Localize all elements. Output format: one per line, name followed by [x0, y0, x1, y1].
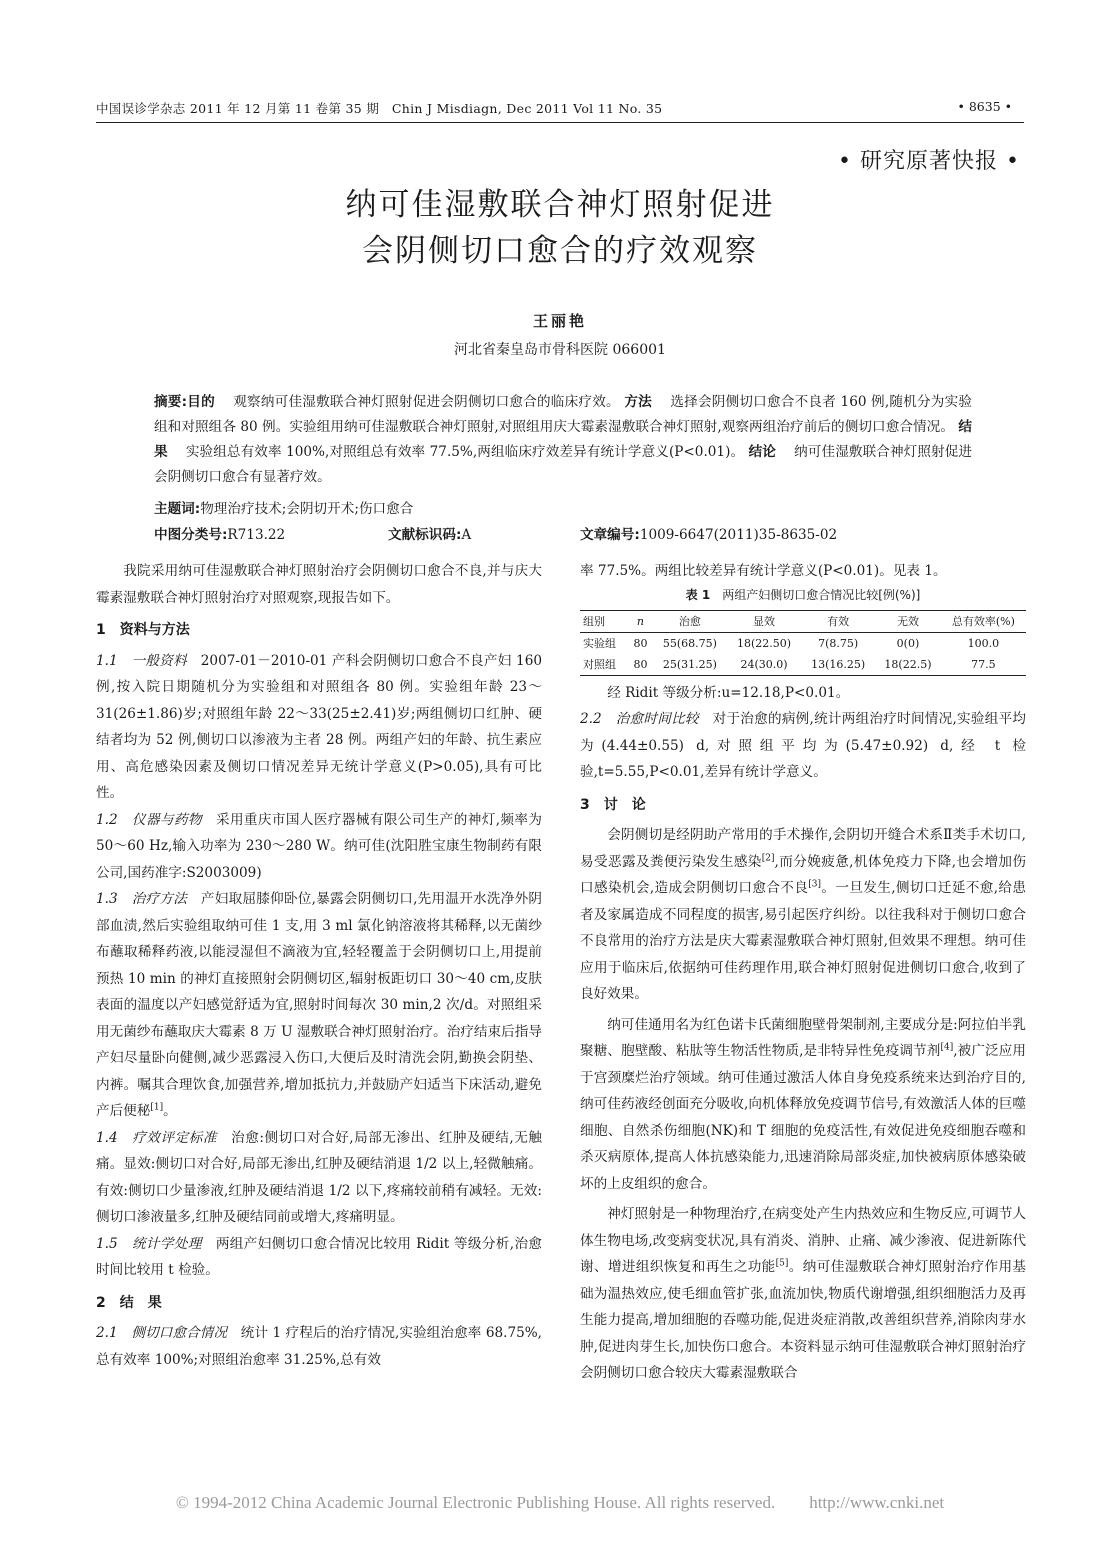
header-rule: [96, 122, 1024, 123]
clc-value: R713.22: [227, 527, 286, 543]
text-2-1: 统计 1 疗程后的治疗情况,实验组治愈率 68.75%,总有效率 100%;对照组治愈率 31.25%,总有效: [96, 1325, 543, 1368]
article-number-label: 文章编号:: [580, 527, 640, 543]
text-3-3b: 。纳可佳湿敷联合神灯照射治疗作用基础为温热效应,使毛细血管扩张,血流加快,物质代谢增强,组织细胞活力及再生能力提高,增加细胞的吞噬功能,促进炎症消散,改善组织营养,消除肉芽水肿,促进肉芽生长,加快伤口愈合。本资料显示纳可佳湿敷联合神灯照射治疗会阴侧切口愈合较庆大霉素湿敷联合: [580, 1259, 1027, 1381]
affiliation: 河北省秦皇岛市骨科医院 066001: [454, 342, 666, 358]
subheading-1-2: 1.2 仪器与药物: [96, 811, 202, 828]
intro-paragraph: 我院采用纳可佳湿敷联合神灯照射治疗会阴侧切口愈合不良,并与庆大霉素湿敷联合神灯照射治疗对照观察,现报告如下。: [96, 563, 542, 606]
subheading-1-5: 1.5 统计学处理: [96, 1235, 202, 1252]
citation-2: [2]: [761, 852, 775, 863]
abstract-purpose-label: 目的: [187, 394, 215, 410]
table-cell: 25(31.25): [662, 657, 717, 671]
abstract-method-label: 方法: [624, 394, 652, 410]
discussion-paragraph-3: [580, 1201, 1026, 1387]
text-1-2: 采用重庆市国人医疗器械有限公司生产的神灯,频率为 50～60 Hz,输入功率为 230～280 W。纳可佳(沈阳胜宝康生物制药有限公司,国药准字:S2003009): [96, 811, 543, 881]
table-cell: 对照组: [583, 657, 616, 671]
abstract-result: 实验组总有效率 100%,对照组总有效率 77.5%,两组临床疗效差异有统计学意义(P<0.01)。: [185, 444, 745, 460]
text-1-4: 治愈:侧切口对合好,局部无渗出、红肿及硬结,无触痛。显效:侧切口对合好,局部无渗出,红肿及硬结消退 1/2 以上,轻微触痛。有效:侧切口少量渗液,红肿及硬结消退 1/2 以下,疼痛较前稍有减轻。无效:侧切口渗液量多,红肿及硬结同前或增大,疼痛明显。: [96, 1129, 542, 1225]
text-1-3-end: 。: [163, 1103, 177, 1119]
abstract-purpose: 观察纳可佳湿敷联合神灯照射促进会阴侧切口愈合的临床疗效。: [233, 394, 620, 410]
section-heading-2: 2 结 果: [96, 1294, 162, 1311]
table-header-cell: 有效: [827, 614, 850, 628]
text-3-1a: 会阴侧切是经阴助产常用的手术操作,会阴切开缝合术系Ⅱ类手术切口,易受恶露及粪便污染发生感染: [580, 827, 1026, 870]
article-number-value: 1009-6647(2011)35-8635-02: [639, 527, 838, 543]
table-header-cell: 无效: [896, 614, 919, 628]
paragraph-2-2: [580, 706, 1026, 786]
table-1-title: 两组产妇侧切口愈合情况比较[例(%)]: [722, 587, 921, 602]
table-1-caption: [580, 587, 1026, 610]
table-cell: 18(22.5): [884, 657, 932, 671]
table-header-cell: n: [636, 614, 644, 628]
text-3-2a: 纳可佳通用名为红色诺卡氏菌细胞壁骨架制剂,主要成分是:阿拉伯半乳聚糖、胞壁酸、粘肽等生物活性物质,是非特异性免疫调节剂: [580, 1016, 1026, 1059]
table-header-cell: 显效: [753, 614, 775, 628]
abstract: [154, 390, 972, 490]
citation-4: [4]: [940, 1042, 954, 1053]
paragraph-1-2: [96, 807, 542, 887]
paragraph-1-1: [96, 648, 542, 807]
abstract-method: 选择会阴侧切口愈合不良者 160 例,随机分为实验组和对照组各 80 例。实验组用纳可佳湿敷联合神灯照射,对照组用庆大霉素湿敷联合神灯照射,观察两组治疗前后的侧切口愈合情况。: [154, 394, 973, 435]
abstract-label: 摘要:: [154, 394, 188, 410]
table-cell: 80: [633, 636, 648, 650]
text-3-1c: 。一旦发生,侧切口迁延不愈,给患者及家属造成不同程度的损害,易引起医疗纠纷。以往我科对于侧切口愈合不良常用的治疗方法是庆大霉素湿敷联合神灯照射,但效果不理想。纳可佳应用于临床后,依据纳可佳药理作用,联合神灯照射促进侧切口愈合,收到了良好效果。: [580, 880, 1026, 1002]
paragraph-2-1: [96, 1320, 542, 1373]
discussion-paragraph-2: [580, 1012, 1026, 1198]
table-cell: 实验组: [583, 636, 616, 650]
keywords: [154, 497, 413, 517]
table-cell: 24(30.0): [740, 657, 788, 671]
ridit-note: 经 Ridit 等级分析:u=12.18,P<0.01。: [607, 684, 850, 701]
section-heading-1: 1 资料与方法: [96, 622, 190, 638]
text-3-1b: ,而分娩疲惫,机体免疫力下降,也会增加伤口感染机会,造成会阴侧切口愈合不良: [580, 853, 1027, 896]
subheading-1-4: 1.4 疗效评定标准: [96, 1129, 218, 1146]
table-row: [580, 654, 1026, 676]
abstract-result-label: 结果: [154, 419, 973, 460]
table-cell: 77.5: [971, 657, 996, 671]
table-row: [580, 632, 1026, 654]
running-header-journal: 中国误诊学杂志 2011 年 12 月第 11 卷第 35 期 Chin J Misdiagn, Dec 2011 Vol 11 No. 35: [96, 101, 663, 116]
paragraph-1-3: [96, 886, 542, 1125]
discussion-paragraph-1: [580, 822, 1026, 1008]
table-header-row: [580, 610, 1026, 632]
paragraph-1-4: [96, 1125, 542, 1231]
paragraph-2-1-continued: 率 77.5%。两组比较差异有统计学意义(P<0.01)。见表 1。: [580, 563, 947, 579]
page-number: • 8635 •: [957, 99, 1012, 114]
body-column-right: [580, 558, 1026, 1387]
text-2-2: 对于治愈的病例,统计两组治疗时间情况,实验组平均为(4.44±0.55) d,对照组平均为(5.47±0.92) d,经 t 检验,t=5.55,P<0.01,差异有统计学意义。: [580, 711, 1027, 780]
article-title: [0, 182, 1120, 274]
clc-label: 中图分类号:: [154, 527, 228, 543]
article-title-line2: 会阴侧切口愈合的疗效观察: [362, 233, 758, 269]
table-header-cell: 组别: [583, 614, 605, 628]
text-3-2b: ,被广泛应用于宫颈糜烂治疗领域。纳可佳通过激活人体自身免疫系统来达到治疗目的,纳可佳药液经创面充分吸收,向机体释放免疫调节信号,有效激活人体的巨噬细胞、自然杀伤细胞(NK)和 T 细胞的免疫活性,有效促进免疫细胞吞噬和杀灭病原体,提高人体抗感染能力,迅速消除局部炎症,加快被病原体感染破坏的上皮组织的愈合。: [580, 1043, 1026, 1192]
table-cell: 7(8.75): [818, 636, 859, 650]
table-cell: 100.0: [967, 636, 1000, 650]
text-1-1: 2007-01－2010-01 产科会阴侧切口愈合不良产妇 160 例,按入院日期随机分为实验组和对照组各 80 例。实验组年龄 23～31(26±1.86)岁;对照组年龄 22～33(25±2.41)岁;两组侧切口红肿、硬结者均为 52 例,侧切口以渗液为主者 28 例。两组产妇的年龄、抗生素应用、高危感染因素及侧切口情况差异无统计学意义(P>0.05),具有可比性。: [96, 652, 543, 801]
article-title-line1: 纳可佳湿敷联合神灯照射促进: [345, 187, 775, 223]
article-number: [580, 523, 837, 543]
author: 王丽艳: [532, 312, 587, 330]
abstract-conclusion: 纳可佳湿敷联合神灯照射促进会阴侧切口愈合有显著疗效。: [154, 444, 973, 485]
table-cell: 13(16.25): [811, 657, 866, 671]
clc-number: [154, 523, 285, 543]
body-column-left: [96, 558, 542, 1373]
table-cell: 80: [633, 657, 648, 671]
doc-code-label: 文献标识码:: [388, 527, 462, 543]
table-cell: 18(22.50): [736, 636, 792, 650]
citation-5: [5]: [775, 1258, 789, 1269]
section-heading-3: 3 讨 论: [580, 796, 646, 813]
table-cell: 0(0): [896, 636, 920, 650]
document-code: [388, 523, 471, 543]
text-1-5: 两组产妇侧切口愈合情况比较用 Ridit 等级分析,治愈时间比较用 t 检验。: [96, 1235, 543, 1278]
table-1-number: 表 1: [685, 587, 711, 602]
keywords-label: 主题词:: [154, 501, 201, 517]
keywords-value: 物理治疗技术;会阴切开术;伤口愈合: [200, 501, 414, 517]
copyright-footer: © 1994-2012 China Academic Journal Electronic Publishing House. All rights reserved. http://www.cnki.net: [175, 1493, 945, 1512]
text-1-3: 产妇取屈膝仰卧位,暴露会阴侧切口,先用温开水洗净外阴部血渍,然后实验组取纳可佳 1 支,用 3 ml 氯化钠溶液将其稀释,以无菌纱布蘸取稀释药液,以能浸湿但不滴液为宜,轻轻覆盖于会阴侧切口上,用提前预热 10 min 的神灯直接照射会阴侧切区,辐射板距切口 30～40 cm,皮肤表面的温度以产妇感觉舒适为宜,照射时间每次 30 min,2 次/d。对照组采用无菌纱布蘸取庆大霉素 8 万 U 湿敷联合神灯照射治疗。治疗结束后指导产妇尽量卧向健侧,减少恶露浸入伤口,大便后及时清洗会阴,勤换会阴垫、内裤。嘱其合理饮食,加强营养,增加抵抗力,并鼓励产妇适当下床活动,避免产后便秘: [96, 891, 543, 1119]
citation-3: [3]: [808, 879, 821, 890]
abstract-conclusion-label: 结论: [748, 444, 776, 460]
citation-1: [1]: [150, 1102, 164, 1113]
table-1: [580, 587, 1026, 676]
paragraph-1-5: [96, 1231, 542, 1284]
subheading-2-2: 2.2 治愈时间比较: [580, 711, 699, 727]
table-header-cell: 总有效率(%): [951, 614, 1015, 628]
table-cell: 55(68.75): [662, 636, 717, 650]
doc-code-value: A: [461, 527, 472, 543]
subheading-2-1: 2.1 侧切口愈合情况: [96, 1325, 228, 1341]
subheading-1-3: 1.3 治疗方法: [96, 891, 188, 907]
section-tag: • 研究原著快报 •: [838, 149, 1020, 174]
text-3-3a: 神灯照射是一种物理治疗,在病变处产生内热效应和生物反应,可调节人体生物电场,改变病变状况,具有消炎、消肿、止痛、减少渗液、促进新陈代谢、增进组织恢复和再生之功能: [580, 1206, 1026, 1275]
table-header-cell: 治愈: [678, 614, 701, 628]
subheading-1-1: 1.1 一般资料: [96, 652, 187, 669]
